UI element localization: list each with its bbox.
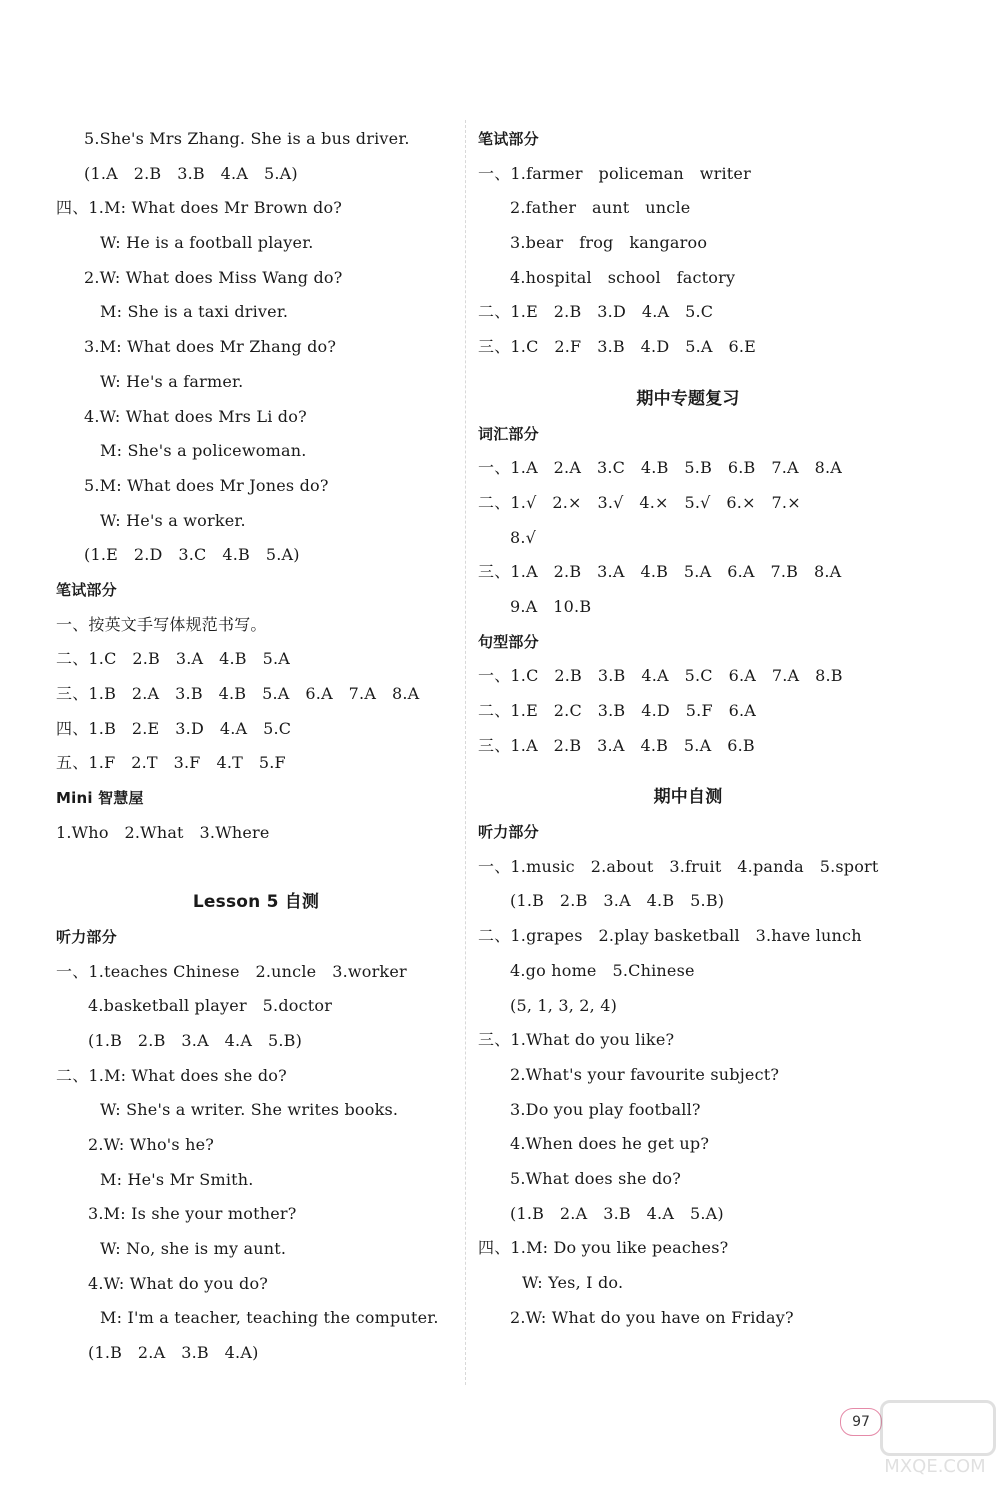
text-line: 二、1.M: What does she do? [56,1065,287,1085]
text-line: 三、1.What do you like? [478,1030,675,1050]
text-line: 2.W: Who's he? [88,1134,215,1154]
answer-line: (1.B 2.B 3.A 4.B 5.B) [510,891,725,911]
answer-line: 二、1.C 2.B 3.A 4.B 5.A [56,649,291,669]
text-line: 4.When does he get up? [510,1134,710,1154]
answer-line: 9.A 10.B [510,596,592,616]
answer-line: 三、1.C 2.F 3.B 4.D 5.A 6.E [478,337,757,357]
answer-line: 1.Who 2.What 3.Where [56,822,270,842]
section-heading: 词汇部分 [478,424,539,443]
text-line: W: He is a football player. [100,233,314,253]
text-line: 4.W: What does Mrs Li do? [84,406,307,426]
text-line: 2.W: What does Miss Wang do? [84,267,343,287]
section-title: 期中专题复习 [636,388,740,409]
text-line: W: She's a writer. She writes books. [100,1100,399,1120]
answer-line: 二、1.grapes 2.play basketball 3.have lunch [478,926,862,946]
text-line: M: He's Mr Smith. [100,1169,254,1189]
answer-line: 一、1.farmer policeman writer [478,163,751,183]
answer-line: 8.√ [510,527,537,547]
text-line: 3.M: What does Mr Zhang do? [84,337,337,357]
answer-line: (1.B 2.A 3.B 4.A) [88,1343,259,1363]
section-heading: 听力部分 [56,927,117,946]
text-line: 3.M: Is she your mother? [88,1204,297,1224]
text-line: W: Yes, I do. [522,1273,624,1292]
answer-line: 4.basketball player 5.doctor [88,996,333,1016]
answer-line: 2.father aunt uncle [510,198,691,218]
column-divider [465,120,466,1385]
text-line: 5.M: What does Mr Jones do? [84,475,329,495]
text-line: 5.She's Mrs Zhang. She is a bus driver. [84,129,410,148]
text-line: W: He's a worker. [100,510,246,530]
section-heading: 句型部分 [478,632,539,651]
answer-line: 一、1.A 2.A 3.C 4.B 5.B 6.B 7.A 8.A [478,458,843,478]
text-line: M: She is a taxi driver. [100,302,289,322]
answer-line: 3.bear frog kangaroo [510,233,708,253]
right-column [478,122,898,1335]
section-heading: 听力部分 [478,823,539,842]
text-line: 4.W: What do you do? [88,1273,269,1293]
text-line: 一、按英文手写体规范书写。 [56,614,267,634]
section-title: 期中自测 [653,787,723,808]
section-title: Lesson 5 自测 [192,892,320,913]
watermark [880,1400,990,1484]
section-heading: 笔试部分 [478,130,539,148]
answer-line: 三、1.A 2.B 3.A 4.B 5.A 6.B [478,735,755,755]
answer-line: 二、1.E 2.C 3.B 4.D 5.F 6.A [478,701,757,720]
answer-line: (1.A 2.B 3.B 4.A 5.A) [84,163,298,183]
answer-line: 4.hospital school factory [510,267,736,287]
answer-line: (1.B 2.A 3.B 4.A 5.A) [510,1203,724,1223]
answer-line: 一、1.teaches Chinese 2.uncle 3.worker [56,961,407,981]
answer-line: 4.go home 5.Chinese [510,960,695,980]
answer-line: 一、1.C 2.B 3.B 4.A 5.C 6.A 7.A 8.B [478,666,843,686]
spacer [478,763,898,780]
text-line: W: He's a farmer. [100,371,244,391]
section-heading: Mini 智慧屋 [56,789,144,808]
answer-line: 一、1.music 2.about 3.fruit 4.panda 5.sport [478,856,879,876]
watermark-logo-icon [880,1400,996,1456]
page-number: 97 [840,1408,882,1436]
left-column [56,122,456,1371]
spacer [56,850,456,885]
text-line: 5.What does she do? [510,1168,682,1188]
text-line: M: I'm a teacher, teaching the computer. [100,1308,439,1328]
text-line: 四、1.M: Do you like peaches? [478,1238,729,1258]
answer-line: (1.E 2.D 3.C 4.B 5.A) [84,545,300,565]
text-line: 四、1.M: What does Mr Brown do? [56,198,343,218]
text-line: 2.W: What do you have on Friday? [510,1307,794,1327]
answer-line: 五、1.F 2.T 3.F 4.T 5.F [56,753,286,773]
watermark-text: MXQE.COM [884,1456,986,1477]
answer-line: 三、1.B 2.A 3.B 4.B 5.A 6.A 7.A 8.A [56,684,420,703]
section-heading: 笔试部分 [56,580,117,599]
answer-line: 四、1.B 2.E 3.D 4.A 5.C [56,718,292,738]
text-line: 3.Do you play football? [510,1099,701,1119]
answer-line: (1.B 2.B 3.A 4.A 5.B) [88,1030,303,1050]
answer-line: (5, 1, 3, 2, 4) [510,995,618,1015]
text-line: 2.What's your favourite subject? [510,1064,780,1084]
answer-line: 二、1.√ 2.× 3.√ 4.× 5.√ 6.× 7.× [478,492,801,512]
text-line: W: No, she is my aunt. [100,1239,287,1258]
answer-line: 三、1.A 2.B 3.A 4.B 5.A 6.A 7.B 8.A [478,562,842,582]
spacer [478,365,898,382]
answer-line: 二、1.E 2.B 3.D 4.A 5.C [478,302,714,322]
text-line: M: She's a policewoman. [100,441,307,461]
